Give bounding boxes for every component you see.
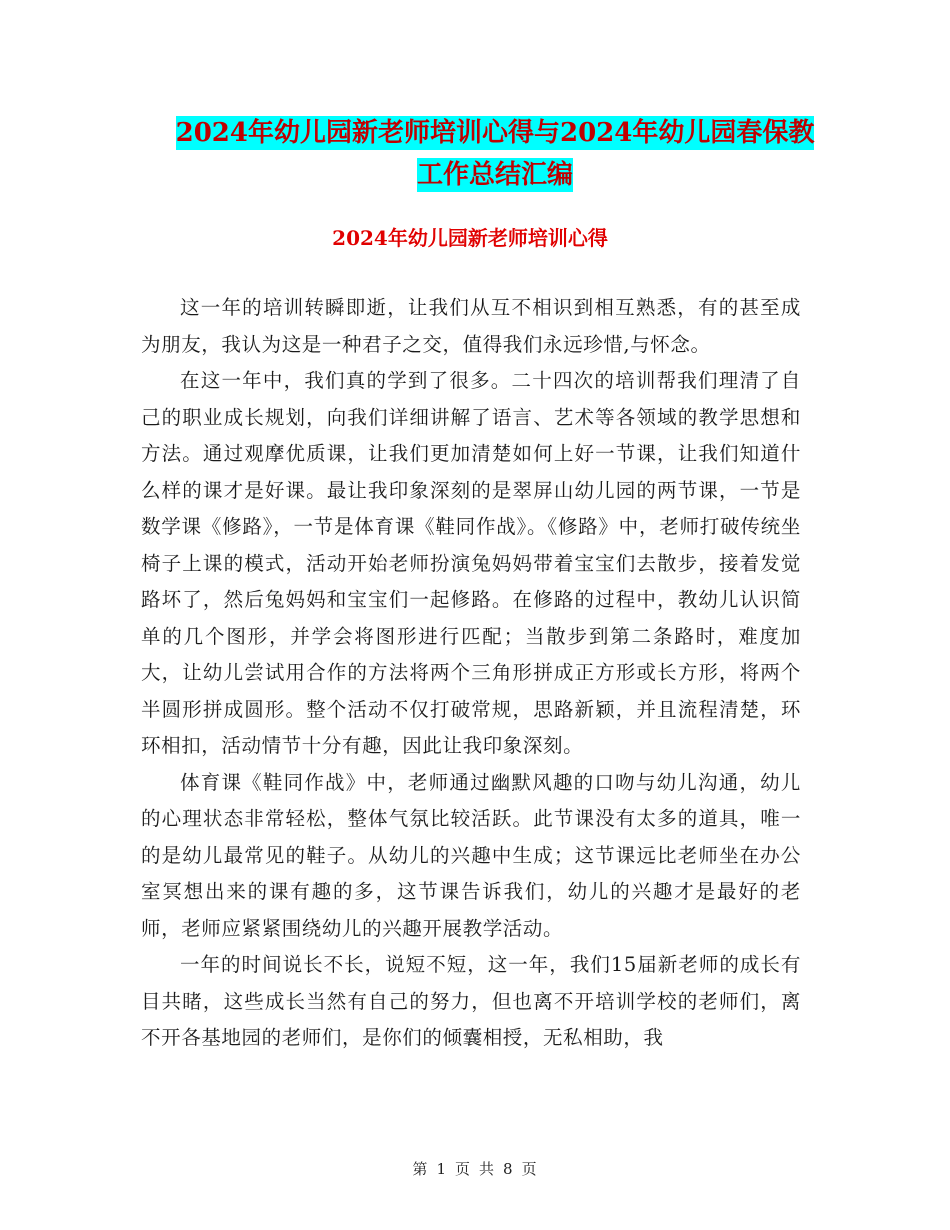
document-title-line1: 2024年幼儿园新老师培训心得与2024年幼儿园春保教: [175, 118, 815, 148]
paragraph-3: 体育课《鞋同作战》中，老师通过幽默风趣的口吻与幼儿沟通，幼儿的心理状态非常轻松，整体气氛比较活跃。此节课没有太多的道具，唯一的是幼儿最常见的鞋子。从幼儿的兴趣中生成；这节课远比老师坐在办公室冥想出来的课有趣的多，这节课告诉我们，幼儿的兴趣才是最好的老师，老师应紧紧围绕幼儿的兴趣开展教学活动。: [141, 770, 801, 940]
body-text: [141, 290, 801, 1057]
footer-total-pages: 8: [503, 1160, 514, 1178]
section-title: 2024年幼儿园新老师培训心得: [332, 226, 608, 250]
footer-suffix: 页: [521, 1160, 538, 1178]
footer-page-word: 页: [454, 1160, 471, 1178]
footer-total-prefix: 共: [479, 1160, 496, 1178]
footer-current-page: 1: [436, 1160, 447, 1178]
document-title-line2: 工作总结汇编: [416, 160, 573, 190]
paragraph-2: 在这一年中，我们真的学到了很多。二十四次的培训帮我们理清了自己的职业成长规划，向我们详细讲解了语言、艺术等各领域的教学思想和方法。通过观摩优质课，让我们更加清楚如何上好一节课，让我们知道什么样的课才是好课。最让我印象深刻的是翠屏山幼儿园的两节课，一节是数学课《修路》，一节是体育课《鞋同作战》。《修路》中，老师打破传统坐椅子上课的模式，活动开始老师扮演兔妈妈带着宝宝们去散步，接着发觉路坏了，然后兔妈妈和宝宝们一起修路。在修路的过程中，教幼儿认识简单的几个图形，并学会将图形进行匹配；当散步到第二条路时，难度加大，让幼儿尝试用合作的方法将两个三角形拼成正方形或长方形，将两个半圆形拼成圆形。整个活动不仅打破常规，思路新颖，并且流程清楚，环环相扣，活动情节十分有趣，因此让我印象深刻。: [141, 369, 801, 757]
document-title: [140, 112, 850, 196]
footer-prefix: 第: [412, 1160, 429, 1178]
page-footer: [0, 1158, 950, 1179]
paragraph-4: 一年的时间说长不长，说短不短，这一年，我们15届新老师的成长有目共睹，这些成长当然有自己的努力，但也离不开培训学校的老师们，离不开各基地园的老师们，是你们的倾囊相授，无私相助，我: [141, 953, 801, 1049]
paragraph-1: 这一年的培训转瞬即逝，让我们从互不相识到相互熟悉，有的甚至成为朋友，我认为这是一种君子之交，值得我们永远珍惜,与怀念。: [141, 296, 801, 356]
